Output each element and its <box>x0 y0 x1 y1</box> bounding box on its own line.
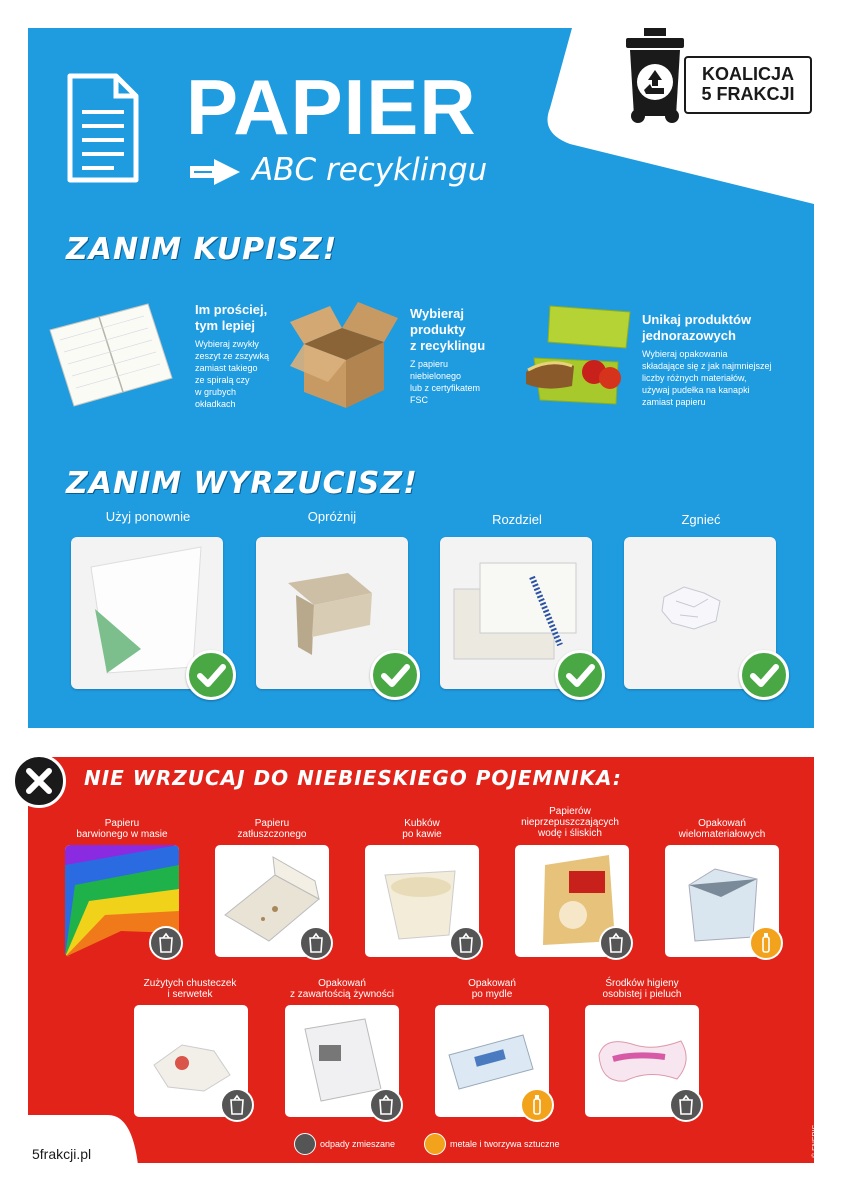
ban-label: Kubków po kawie <box>402 818 442 840</box>
action-label-crush: Zgnieć <box>681 512 721 527</box>
ban-label: Papierów nieprzepuszczających wodę i śliskich <box>521 806 619 839</box>
tip-disposable <box>642 312 802 408</box>
ban-label: Opakowań wielomateriałowych <box>678 818 766 840</box>
tip-title: Wybieraj produkty z recyklingu <box>410 306 486 353</box>
coalition-badge <box>684 56 812 114</box>
document-icon <box>66 72 140 184</box>
legend-plastic-label: metale i tworzywa sztuczne <box>450 1139 560 1149</box>
plastic-metal-bin-icon <box>749 926 783 960</box>
tip-text: Z papieru niebielonego lub z certyfikatem FSC <box>410 359 481 405</box>
coalition-line1: KOALICJA <box>701 64 794 84</box>
ban-label: Zużytych chusteczek i serwetek <box>143 978 237 1000</box>
legend-plastic-icon <box>424 1133 446 1155</box>
recycling-bin-icon <box>624 28 686 124</box>
check-icon <box>555 650 605 700</box>
footer-credit: © ENERIS <box>812 1124 819 1158</box>
before-buying-heading: ZANIM KUPISZ! <box>66 232 338 267</box>
mixed-waste-bin-icon <box>669 1088 703 1122</box>
legend-mixed-label: odpady zmieszane <box>320 1139 396 1149</box>
ban-label: Opakowań po mydle <box>468 978 516 1000</box>
check-icon <box>370 650 420 700</box>
ban-label: Papieru barwionego w masie <box>76 818 168 840</box>
plastic-metal-bin-icon <box>520 1088 554 1122</box>
mixed-waste-bin-icon <box>449 926 483 960</box>
tip-title: Im prościej, tym lepiej <box>195 302 268 333</box>
lunchbox-image <box>518 300 636 412</box>
do-not-heading: NIE WRZUCAJ DO NIEBIESKIEGO POJEMNIKA: <box>84 766 622 790</box>
tip-simple <box>195 302 285 410</box>
mixed-waste-bin-icon <box>149 926 183 960</box>
notebook-image <box>48 300 174 410</box>
mixed-waste-bin-icon <box>299 926 333 960</box>
footer-site: 5frakcji.pl <box>32 1146 92 1162</box>
check-icon <box>739 650 789 700</box>
tip-recycled <box>410 306 510 406</box>
tip-text: Wybieraj opakowania składające się z jak najmniejszej liczby różnych materiałów, używaj pudełka na kanapki zamiast papieru <box>642 349 772 407</box>
ban-label: Papieru zatłuszczonego <box>237 818 307 840</box>
ban-label: Opakowań z zawartością żywności <box>290 978 394 1000</box>
page-subtitle: ABC recyklingu <box>252 152 488 188</box>
mixed-waste-bin-icon <box>220 1088 254 1122</box>
legend-mixed-icon <box>294 1133 316 1155</box>
mixed-waste-bin-icon <box>369 1088 403 1122</box>
mixed-waste-bin-icon <box>599 926 633 960</box>
arrow-icon <box>188 156 244 188</box>
ban-label: Środków higieny osobistej i pieluch <box>602 978 682 1000</box>
forbidden-icon <box>12 754 66 808</box>
action-label-separate: Rozdziel <box>492 512 542 527</box>
action-label-reuse: Użyj ponownie <box>105 509 191 524</box>
cardboard-box-image <box>288 300 404 410</box>
before-discarding-heading: ZANIM WYRZUCISZ! <box>66 466 418 501</box>
coalition-line2: 5 FRAKCJI <box>701 84 795 104</box>
check-icon <box>186 650 236 700</box>
action-label-empty: Opróżnij <box>307 509 357 524</box>
tip-text: Wybieraj zwykły zeszyt ze zszywką zamiast takiego ze spiralą czy w grubych okładkach <box>195 339 270 409</box>
tip-title: Unikaj produktów jednorazowych <box>642 312 752 343</box>
page-title: PAPIER <box>186 63 477 151</box>
